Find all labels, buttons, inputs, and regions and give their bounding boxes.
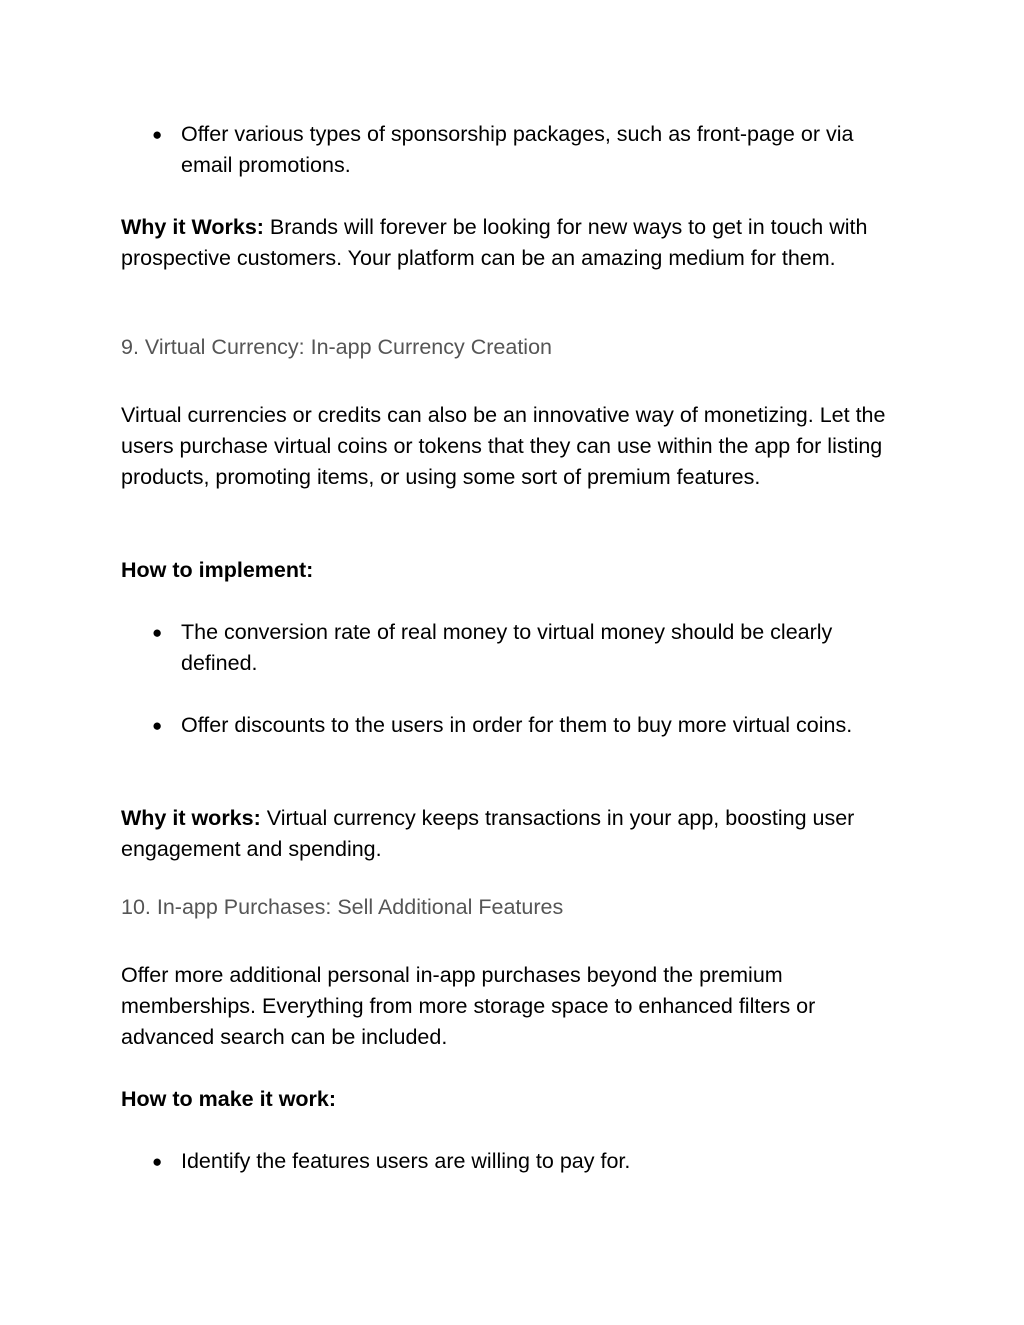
why-it-works-text: Brands will forever be looking for new ways to get in touch with prospective customers. Your platform can be an amazing medium for them. bbox=[121, 215, 868, 270]
bullet-icon: ● bbox=[152, 1152, 163, 1171]
section-heading-10: 10. In-app Purchases: Sell Additional Features bbox=[121, 895, 564, 919]
how-to-make-it-work-label bbox=[121, 1084, 901, 1115]
in-app-purchases-paragraph: Offer more additional personal in-app purchases beyond the premium memberships. Everything from more storage space to enhanced filters or advanced search can be included. bbox=[121, 963, 816, 1049]
bullet-icon: ● bbox=[152, 716, 163, 735]
how-to-implement-label bbox=[121, 555, 901, 586]
bullet-offer-discounts: Offer discounts to the users in order for them to buy more virtual coins. bbox=[181, 713, 853, 737]
bullet-conversion-rate: The conversion rate of real money to virtual money should be clearly defined. bbox=[181, 620, 833, 675]
bullet-identify-features: Identify the features users are willing to pay for. bbox=[181, 1149, 631, 1173]
why-it-works-paragraph-2 bbox=[121, 803, 901, 865]
how-to-implement-text: How to implement: bbox=[121, 558, 314, 582]
why-it-works-label-2: Why it works: bbox=[121, 806, 261, 830]
section-heading-9: 9. Virtual Currency: In-app Currency Creation bbox=[121, 335, 552, 359]
bullet-sponsorship-packages: Offer various types of sponsorship packages, such as front-page or via email promotions. bbox=[181, 122, 854, 177]
virtual-currency-paragraph: Virtual currencies or credits can also be an innovative way of monetizing. Let the users purchase virtual coins or tokens that they can use within the app for listing products, promoting items, or using some sort of premium features. bbox=[121, 403, 886, 489]
why-it-works-paragraph bbox=[121, 212, 901, 274]
how-to-make-it-work-text: How to make it work: bbox=[121, 1087, 337, 1111]
bullet-icon: ● bbox=[152, 125, 163, 144]
why-it-works-text-2: Virtual currency keeps transactions in your app, boosting user engagement and spending. bbox=[121, 806, 855, 861]
bullet-icon: ● bbox=[152, 623, 163, 642]
why-it-works-label: Why it Works: bbox=[121, 215, 264, 239]
